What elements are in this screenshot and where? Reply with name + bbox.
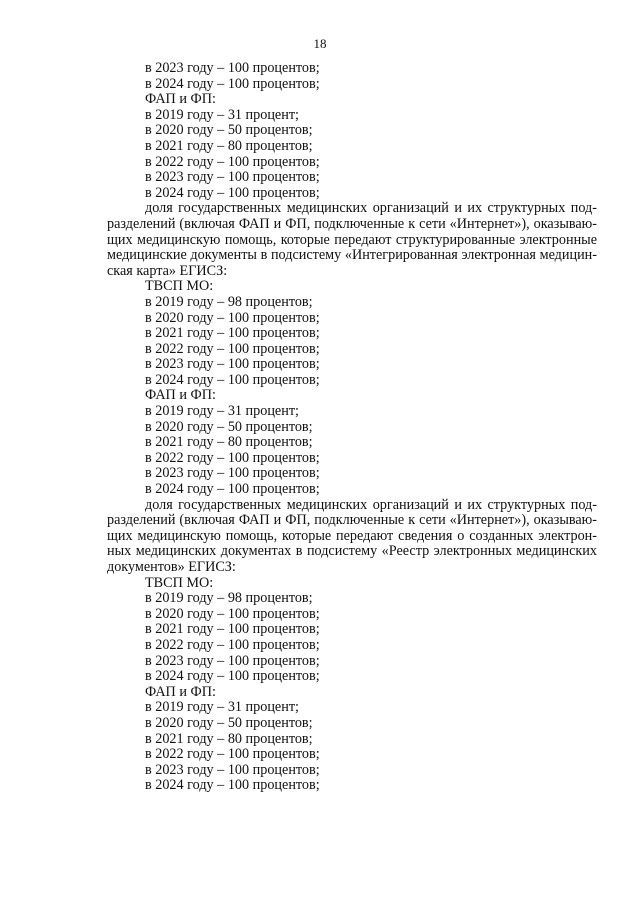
paragraph-line: разделений (включая ФАП и ФП, подключенные к сети «Интернет»), оказываю- — [107, 513, 597, 529]
indicator-list-3 — [107, 576, 597, 794]
list-item: в 2022 году – 100 процентов; — [145, 340, 320, 357]
list-heading: ТВСП МО: — [145, 574, 214, 591]
list-item: в 2024 году – 100 процентов; — [145, 481, 320, 498]
list-item: в 2021 году – 80 процентов; — [145, 730, 313, 747]
list-item: в 2019 году – 31 процент; — [145, 106, 299, 123]
paragraph-line: щих медицинскую помощь, которые передают сведения о созданных электрон- — [107, 528, 597, 544]
list-item: в 2023 году – 100 процентов; — [145, 761, 320, 778]
indicator-list-2 — [107, 279, 597, 497]
paragraph-line: ская карта» ЕГИСЗ: — [107, 263, 228, 279]
list-item: в 2020 году – 50 процентов; — [145, 418, 313, 435]
list-item: в 2020 году – 50 процентов; — [145, 122, 313, 139]
list-item: в 2020 году – 100 процентов; — [145, 309, 320, 326]
list-item: в 2019 году – 98 процентов; — [145, 590, 313, 607]
list-item: в 2021 году – 80 процентов; — [145, 137, 313, 154]
list-heading: ТВСП МО: — [145, 278, 214, 295]
list-item: в 2021 году – 100 процентов; — [145, 621, 320, 638]
page-number: 18 — [313, 36, 327, 51]
paragraph-line: медицинские документы в подсистему «Интегрированная электронная медицин- — [107, 248, 597, 264]
list-item: в 2019 году – 98 процентов; — [145, 293, 313, 310]
list-item: в 2024 году – 100 процентов; — [145, 75, 320, 92]
list-item: в 2023 году – 100 процентов; — [145, 169, 320, 186]
list-heading: ФАП и ФП: — [145, 683, 216, 700]
paragraph-line: доля государственных медицинских организаций и их структурных под- — [145, 497, 597, 513]
document-body — [107, 61, 597, 794]
list-item: в 2022 году – 100 процентов; — [145, 449, 320, 466]
list-item: в 2024 году – 100 процентов; — [145, 668, 320, 685]
indicator-paragraph-2 — [107, 498, 597, 576]
list-item: в 2023 году – 100 процентов; — [145, 356, 320, 373]
indicator-paragraph-1 — [107, 201, 597, 279]
indicator-list-1 — [107, 61, 597, 201]
paragraph-line: щих медицинскую помощь, которые передают структурированные электронные — [107, 232, 597, 248]
list-item: в 2024 году – 100 процентов; — [145, 371, 320, 388]
list-heading: ФАП и ФП: — [145, 91, 216, 108]
list-item: в 2021 году – 100 процентов; — [145, 325, 320, 342]
list-item: в 2022 году – 100 процентов; — [145, 153, 320, 170]
list-item: в 2024 году – 100 процентов; — [145, 184, 320, 201]
list-heading: ФАП и ФП: — [145, 387, 216, 404]
list-item: в 2023 году – 100 процентов; — [145, 465, 320, 482]
paragraph-line: доля государственных медицинских организаций и их структурных под- — [145, 201, 597, 217]
list-item: в 2023 году – 100 процентов; — [145, 60, 320, 76]
list-item: в 2022 году – 100 процентов; — [145, 636, 320, 653]
list-item: в 2019 году – 31 процент; — [145, 699, 299, 716]
list-item: в 2019 году – 31 процент; — [145, 403, 299, 420]
paragraph-line: ных медицинских документах в подсистему «Реестр электронных медицинских — [107, 544, 597, 560]
list-item: в 2021 году – 80 процентов; — [145, 434, 313, 451]
list-item: в 2020 году – 50 процентов; — [145, 714, 313, 731]
list-item: в 2024 году – 100 процентов; — [145, 777, 320, 794]
list-item: в 2023 году – 100 процентов; — [145, 652, 320, 669]
paragraph-line: документов» ЕГИСЗ: — [107, 560, 236, 575]
list-item: в 2020 году – 100 процентов; — [145, 605, 320, 622]
list-item: в 2022 году – 100 процентов; — [145, 746, 320, 763]
paragraph-line: разделений (включая ФАП и ФП, подключенные к сети «Интернет»), оказываю- — [107, 216, 597, 232]
